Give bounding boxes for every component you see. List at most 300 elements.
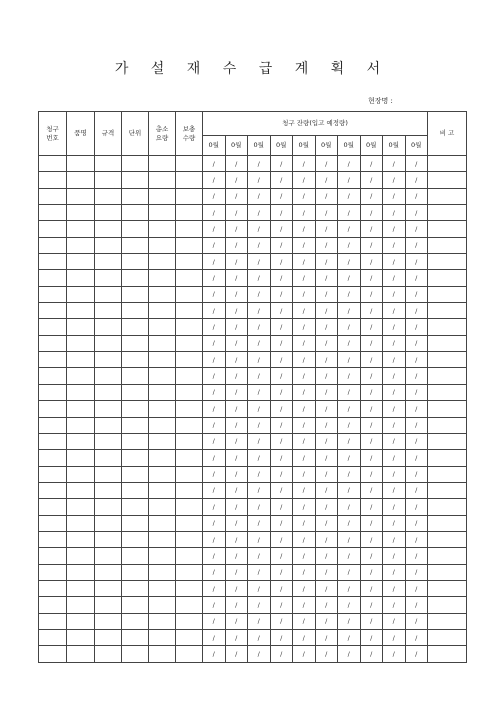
- month-slash-cell[interactable]: /: [338, 286, 361, 302]
- blank-cell[interactable]: [122, 254, 149, 270]
- month-slash-cell[interactable]: /: [270, 286, 293, 302]
- month-slash-cell[interactable]: /: [270, 564, 293, 580]
- month-slash-cell[interactable]: /: [360, 597, 383, 613]
- month-slash-cell[interactable]: /: [225, 646, 248, 662]
- blank-cell[interactable]: [95, 531, 122, 547]
- month-slash-cell[interactable]: /: [405, 237, 428, 253]
- month-slash-cell[interactable]: /: [293, 352, 316, 368]
- month-slash-cell[interactable]: /: [383, 597, 406, 613]
- month-slash-cell[interactable]: /: [315, 172, 338, 188]
- remarks-cell[interactable]: [428, 499, 467, 515]
- blank-cell[interactable]: [176, 254, 203, 270]
- month-slash-cell[interactable]: /: [360, 319, 383, 335]
- remarks-cell[interactable]: [428, 352, 467, 368]
- month-slash-cell[interactable]: /: [248, 564, 271, 580]
- month-slash-cell[interactable]: /: [383, 205, 406, 221]
- blank-cell[interactable]: [122, 270, 149, 286]
- blank-cell[interactable]: [67, 319, 95, 335]
- blank-cell[interactable]: [176, 466, 203, 482]
- blank-cell[interactable]: [39, 335, 67, 351]
- month-slash-cell[interactable]: /: [293, 384, 316, 400]
- month-slash-cell[interactable]: /: [315, 156, 338, 172]
- month-slash-cell[interactable]: /: [383, 417, 406, 433]
- month-slash-cell[interactable]: /: [405, 515, 428, 531]
- month-slash-cell[interactable]: /: [383, 646, 406, 662]
- month-slash-cell[interactable]: /: [203, 450, 226, 466]
- month-slash-cell[interactable]: /: [248, 531, 271, 547]
- month-slash-cell[interactable]: /: [383, 629, 406, 645]
- month-slash-cell[interactable]: /: [360, 629, 383, 645]
- blank-cell[interactable]: [39, 270, 67, 286]
- month-slash-cell[interactable]: /: [248, 286, 271, 302]
- month-slash-cell[interactable]: /: [293, 319, 316, 335]
- blank-cell[interactable]: [176, 270, 203, 286]
- month-slash-cell[interactable]: /: [203, 221, 226, 237]
- month-slash-cell[interactable]: /: [293, 188, 316, 204]
- blank-cell[interactable]: [176, 482, 203, 498]
- month-slash-cell[interactable]: /: [225, 417, 248, 433]
- month-slash-cell[interactable]: /: [203, 303, 226, 319]
- month-slash-cell[interactable]: /: [248, 613, 271, 629]
- blank-cell[interactable]: [176, 597, 203, 613]
- month-slash-cell[interactable]: /: [225, 548, 248, 564]
- blank-cell[interactable]: [39, 368, 67, 384]
- blank-cell[interactable]: [149, 237, 176, 253]
- month-slash-cell[interactable]: /: [383, 221, 406, 237]
- blank-cell[interactable]: [149, 205, 176, 221]
- blank-cell[interactable]: [39, 237, 67, 253]
- blank-cell[interactable]: [67, 384, 95, 400]
- month-slash-cell[interactable]: /: [360, 188, 383, 204]
- month-slash-cell[interactable]: /: [405, 548, 428, 564]
- blank-cell[interactable]: [67, 156, 95, 172]
- month-slash-cell[interactable]: /: [338, 172, 361, 188]
- blank-cell[interactable]: [122, 613, 149, 629]
- month-slash-cell[interactable]: /: [360, 401, 383, 417]
- month-slash-cell[interactable]: /: [383, 564, 406, 580]
- month-slash-cell[interactable]: /: [360, 254, 383, 270]
- month-slash-cell[interactable]: /: [405, 205, 428, 221]
- remarks-cell[interactable]: [428, 564, 467, 580]
- month-slash-cell[interactable]: /: [360, 433, 383, 449]
- blank-cell[interactable]: [95, 417, 122, 433]
- month-slash-cell[interactable]: /: [360, 335, 383, 351]
- month-slash-cell[interactable]: /: [225, 254, 248, 270]
- month-slash-cell[interactable]: /: [315, 237, 338, 253]
- blank-cell[interactable]: [39, 433, 67, 449]
- blank-cell[interactable]: [176, 156, 203, 172]
- month-slash-cell[interactable]: /: [248, 319, 271, 335]
- blank-cell[interactable]: [176, 286, 203, 302]
- month-slash-cell[interactable]: /: [248, 270, 271, 286]
- blank-cell[interactable]: [149, 646, 176, 662]
- month-slash-cell[interactable]: /: [270, 172, 293, 188]
- blank-cell[interactable]: [39, 205, 67, 221]
- month-slash-cell[interactable]: /: [360, 352, 383, 368]
- month-slash-cell[interactable]: /: [248, 646, 271, 662]
- blank-cell[interactable]: [67, 499, 95, 515]
- month-slash-cell[interactable]: /: [293, 270, 316, 286]
- blank-cell[interactable]: [176, 564, 203, 580]
- month-slash-cell[interactable]: /: [293, 237, 316, 253]
- month-slash-cell[interactable]: /: [225, 629, 248, 645]
- month-slash-cell[interactable]: /: [270, 646, 293, 662]
- month-slash-cell[interactable]: /: [270, 580, 293, 596]
- month-slash-cell[interactable]: /: [293, 335, 316, 351]
- blank-cell[interactable]: [67, 531, 95, 547]
- blank-cell[interactable]: [176, 580, 203, 596]
- month-slash-cell[interactable]: /: [225, 352, 248, 368]
- month-slash-cell[interactable]: /: [338, 450, 361, 466]
- month-slash-cell[interactable]: /: [270, 319, 293, 335]
- month-slash-cell[interactable]: /: [405, 531, 428, 547]
- blank-cell[interactable]: [149, 384, 176, 400]
- remarks-cell[interactable]: [428, 368, 467, 384]
- blank-cell[interactable]: [149, 417, 176, 433]
- month-slash-cell[interactable]: /: [338, 433, 361, 449]
- blank-cell[interactable]: [39, 629, 67, 645]
- month-slash-cell[interactable]: /: [293, 417, 316, 433]
- month-slash-cell[interactable]: /: [293, 482, 316, 498]
- month-slash-cell[interactable]: /: [315, 254, 338, 270]
- remarks-cell[interactable]: [428, 433, 467, 449]
- month-slash-cell[interactable]: /: [248, 221, 271, 237]
- month-slash-cell[interactable]: /: [383, 172, 406, 188]
- month-slash-cell[interactable]: /: [315, 319, 338, 335]
- blank-cell[interactable]: [95, 629, 122, 645]
- month-slash-cell[interactable]: /: [405, 450, 428, 466]
- month-slash-cell[interactable]: /: [360, 450, 383, 466]
- month-slash-cell[interactable]: /: [405, 580, 428, 596]
- blank-cell[interactable]: [67, 564, 95, 580]
- month-slash-cell[interactable]: /: [383, 368, 406, 384]
- month-slash-cell[interactable]: /: [405, 319, 428, 335]
- month-slash-cell[interactable]: /: [315, 580, 338, 596]
- month-slash-cell[interactable]: /: [248, 450, 271, 466]
- month-slash-cell[interactable]: /: [405, 629, 428, 645]
- blank-cell[interactable]: [95, 580, 122, 596]
- month-slash-cell[interactable]: /: [270, 384, 293, 400]
- blank-cell[interactable]: [149, 368, 176, 384]
- month-slash-cell[interactable]: /: [203, 482, 226, 498]
- month-slash-cell[interactable]: /: [248, 548, 271, 564]
- blank-cell[interactable]: [122, 548, 149, 564]
- month-slash-cell[interactable]: /: [203, 188, 226, 204]
- blank-cell[interactable]: [39, 286, 67, 302]
- blank-cell[interactable]: [39, 172, 67, 188]
- month-slash-cell[interactable]: /: [248, 629, 271, 645]
- blank-cell[interactable]: [95, 466, 122, 482]
- month-slash-cell[interactable]: /: [225, 613, 248, 629]
- blank-cell[interactable]: [39, 564, 67, 580]
- month-slash-cell[interactable]: /: [293, 156, 316, 172]
- blank-cell[interactable]: [122, 221, 149, 237]
- blank-cell[interactable]: [122, 286, 149, 302]
- month-slash-cell[interactable]: /: [225, 188, 248, 204]
- blank-cell[interactable]: [67, 205, 95, 221]
- month-slash-cell[interactable]: /: [248, 433, 271, 449]
- blank-cell[interactable]: [149, 221, 176, 237]
- blank-cell[interactable]: [39, 384, 67, 400]
- blank-cell[interactable]: [149, 548, 176, 564]
- month-slash-cell[interactable]: /: [270, 368, 293, 384]
- month-slash-cell[interactable]: /: [225, 270, 248, 286]
- blank-cell[interactable]: [95, 401, 122, 417]
- month-slash-cell[interactable]: /: [383, 156, 406, 172]
- month-slash-cell[interactable]: /: [293, 499, 316, 515]
- month-slash-cell[interactable]: /: [338, 352, 361, 368]
- month-slash-cell[interactable]: /: [293, 303, 316, 319]
- blank-cell[interactable]: [67, 172, 95, 188]
- month-slash-cell[interactable]: /: [360, 515, 383, 531]
- month-slash-cell[interactable]: /: [225, 205, 248, 221]
- month-slash-cell[interactable]: /: [360, 172, 383, 188]
- month-slash-cell[interactable]: /: [270, 466, 293, 482]
- month-slash-cell[interactable]: /: [338, 646, 361, 662]
- blank-cell[interactable]: [67, 613, 95, 629]
- month-slash-cell[interactable]: /: [405, 401, 428, 417]
- blank-cell[interactable]: [149, 270, 176, 286]
- month-slash-cell[interactable]: /: [270, 188, 293, 204]
- month-slash-cell[interactable]: /: [248, 352, 271, 368]
- blank-cell[interactable]: [122, 188, 149, 204]
- month-slash-cell[interactable]: /: [203, 270, 226, 286]
- month-slash-cell[interactable]: /: [225, 303, 248, 319]
- month-slash-cell[interactable]: /: [360, 580, 383, 596]
- month-slash-cell[interactable]: /: [248, 303, 271, 319]
- month-slash-cell[interactable]: /: [338, 368, 361, 384]
- blank-cell[interactable]: [122, 629, 149, 645]
- month-slash-cell[interactable]: /: [383, 482, 406, 498]
- month-slash-cell[interactable]: /: [248, 482, 271, 498]
- month-slash-cell[interactable]: /: [338, 254, 361, 270]
- month-slash-cell[interactable]: /: [270, 205, 293, 221]
- blank-cell[interactable]: [95, 156, 122, 172]
- month-slash-cell[interactable]: /: [315, 352, 338, 368]
- remarks-cell[interactable]: [428, 188, 467, 204]
- month-slash-cell[interactable]: /: [360, 531, 383, 547]
- month-slash-cell[interactable]: /: [225, 384, 248, 400]
- blank-cell[interactable]: [149, 156, 176, 172]
- month-slash-cell[interactable]: /: [315, 548, 338, 564]
- blank-cell[interactable]: [67, 286, 95, 302]
- month-slash-cell[interactable]: /: [315, 564, 338, 580]
- blank-cell[interactable]: [67, 270, 95, 286]
- month-slash-cell[interactable]: /: [293, 433, 316, 449]
- month-slash-cell[interactable]: /: [383, 580, 406, 596]
- month-slash-cell[interactable]: /: [293, 466, 316, 482]
- month-slash-cell[interactable]: /: [405, 156, 428, 172]
- month-slash-cell[interactable]: /: [405, 417, 428, 433]
- month-slash-cell[interactable]: /: [225, 482, 248, 498]
- month-slash-cell[interactable]: /: [360, 237, 383, 253]
- month-slash-cell[interactable]: /: [383, 548, 406, 564]
- month-slash-cell[interactable]: /: [293, 548, 316, 564]
- blank-cell[interactable]: [67, 580, 95, 596]
- blank-cell[interactable]: [149, 335, 176, 351]
- month-slash-cell[interactable]: /: [203, 515, 226, 531]
- month-slash-cell[interactable]: /: [203, 499, 226, 515]
- blank-cell[interactable]: [95, 564, 122, 580]
- month-slash-cell[interactable]: /: [383, 237, 406, 253]
- month-slash-cell[interactable]: /: [338, 613, 361, 629]
- month-slash-cell[interactable]: /: [383, 401, 406, 417]
- blank-cell[interactable]: [39, 401, 67, 417]
- month-slash-cell[interactable]: /: [405, 646, 428, 662]
- month-slash-cell[interactable]: /: [225, 450, 248, 466]
- blank-cell[interactable]: [176, 319, 203, 335]
- month-slash-cell[interactable]: /: [293, 531, 316, 547]
- blank-cell[interactable]: [122, 499, 149, 515]
- month-slash-cell[interactable]: /: [293, 205, 316, 221]
- month-slash-cell[interactable]: /: [315, 613, 338, 629]
- month-slash-cell[interactable]: /: [338, 515, 361, 531]
- remarks-cell[interactable]: [428, 417, 467, 433]
- month-slash-cell[interactable]: /: [338, 303, 361, 319]
- month-slash-cell[interactable]: /: [225, 531, 248, 547]
- blank-cell[interactable]: [122, 515, 149, 531]
- month-slash-cell[interactable]: /: [383, 286, 406, 302]
- month-slash-cell[interactable]: /: [248, 254, 271, 270]
- blank-cell[interactable]: [95, 515, 122, 531]
- month-slash-cell[interactable]: /: [405, 384, 428, 400]
- blank-cell[interactable]: [39, 254, 67, 270]
- month-slash-cell[interactable]: /: [270, 482, 293, 498]
- month-slash-cell[interactable]: /: [270, 548, 293, 564]
- blank-cell[interactable]: [122, 335, 149, 351]
- month-slash-cell[interactable]: /: [383, 450, 406, 466]
- month-slash-cell[interactable]: /: [203, 466, 226, 482]
- blank-cell[interactable]: [39, 482, 67, 498]
- month-slash-cell[interactable]: /: [405, 221, 428, 237]
- month-slash-cell[interactable]: /: [405, 613, 428, 629]
- month-slash-cell[interactable]: /: [315, 205, 338, 221]
- blank-cell[interactable]: [149, 433, 176, 449]
- blank-cell[interactable]: [95, 646, 122, 662]
- blank-cell[interactable]: [39, 303, 67, 319]
- blank-cell[interactable]: [67, 352, 95, 368]
- blank-cell[interactable]: [122, 303, 149, 319]
- blank-cell[interactable]: [176, 646, 203, 662]
- month-slash-cell[interactable]: /: [383, 531, 406, 547]
- blank-cell[interactable]: [122, 172, 149, 188]
- blank-cell[interactable]: [67, 188, 95, 204]
- month-slash-cell[interactable]: /: [383, 499, 406, 515]
- month-slash-cell[interactable]: /: [225, 319, 248, 335]
- remarks-cell[interactable]: [428, 580, 467, 596]
- month-slash-cell[interactable]: /: [248, 580, 271, 596]
- blank-cell[interactable]: [95, 499, 122, 515]
- month-slash-cell[interactable]: /: [225, 156, 248, 172]
- month-slash-cell[interactable]: /: [338, 499, 361, 515]
- month-slash-cell[interactable]: /: [293, 580, 316, 596]
- blank-cell[interactable]: [122, 580, 149, 596]
- blank-cell[interactable]: [149, 482, 176, 498]
- month-slash-cell[interactable]: /: [203, 401, 226, 417]
- month-slash-cell[interactable]: /: [383, 303, 406, 319]
- month-slash-cell[interactable]: /: [203, 580, 226, 596]
- blank-cell[interactable]: [39, 221, 67, 237]
- blank-cell[interactable]: [122, 433, 149, 449]
- month-slash-cell[interactable]: /: [315, 368, 338, 384]
- month-slash-cell[interactable]: /: [338, 564, 361, 580]
- blank-cell[interactable]: [149, 580, 176, 596]
- blank-cell[interactable]: [176, 515, 203, 531]
- blank-cell[interactable]: [176, 433, 203, 449]
- blank-cell[interactable]: [39, 613, 67, 629]
- remarks-cell[interactable]: [428, 531, 467, 547]
- remarks-cell[interactable]: [428, 319, 467, 335]
- blank-cell[interactable]: [149, 629, 176, 645]
- month-slash-cell[interactable]: /: [203, 286, 226, 302]
- blank-cell[interactable]: [149, 466, 176, 482]
- month-slash-cell[interactable]: /: [225, 172, 248, 188]
- month-slash-cell[interactable]: /: [360, 205, 383, 221]
- month-slash-cell[interactable]: /: [248, 384, 271, 400]
- month-slash-cell[interactable]: /: [270, 531, 293, 547]
- blank-cell[interactable]: [176, 629, 203, 645]
- month-slash-cell[interactable]: /: [270, 433, 293, 449]
- blank-cell[interactable]: [39, 417, 67, 433]
- month-slash-cell[interactable]: /: [248, 368, 271, 384]
- month-slash-cell[interactable]: /: [383, 384, 406, 400]
- blank-cell[interactable]: [67, 548, 95, 564]
- month-slash-cell[interactable]: /: [270, 613, 293, 629]
- blank-cell[interactable]: [176, 613, 203, 629]
- blank-cell[interactable]: [176, 303, 203, 319]
- month-slash-cell[interactable]: /: [383, 352, 406, 368]
- remarks-cell[interactable]: [428, 286, 467, 302]
- blank-cell[interactable]: [67, 433, 95, 449]
- month-slash-cell[interactable]: /: [248, 401, 271, 417]
- blank-cell[interactable]: [95, 548, 122, 564]
- month-slash-cell[interactable]: /: [383, 188, 406, 204]
- month-slash-cell[interactable]: /: [270, 156, 293, 172]
- month-slash-cell[interactable]: /: [315, 188, 338, 204]
- blank-cell[interactable]: [122, 466, 149, 482]
- month-slash-cell[interactable]: /: [338, 482, 361, 498]
- month-slash-cell[interactable]: /: [405, 499, 428, 515]
- month-slash-cell[interactable]: /: [315, 597, 338, 613]
- month-slash-cell[interactable]: /: [315, 286, 338, 302]
- blank-cell[interactable]: [122, 531, 149, 547]
- month-slash-cell[interactable]: /: [293, 254, 316, 270]
- blank-cell[interactable]: [176, 499, 203, 515]
- month-slash-cell[interactable]: /: [203, 384, 226, 400]
- month-slash-cell[interactable]: /: [315, 417, 338, 433]
- blank-cell[interactable]: [67, 515, 95, 531]
- blank-cell[interactable]: [39, 531, 67, 547]
- month-slash-cell[interactable]: /: [270, 352, 293, 368]
- month-slash-cell[interactable]: /: [203, 646, 226, 662]
- month-slash-cell[interactable]: /: [338, 597, 361, 613]
- month-slash-cell[interactable]: /: [248, 188, 271, 204]
- month-slash-cell[interactable]: /: [203, 417, 226, 433]
- blank-cell[interactable]: [67, 417, 95, 433]
- blank-cell[interactable]: [67, 368, 95, 384]
- month-slash-cell[interactable]: /: [293, 401, 316, 417]
- month-slash-cell[interactable]: /: [225, 515, 248, 531]
- remarks-cell[interactable]: [428, 237, 467, 253]
- month-slash-cell[interactable]: /: [383, 613, 406, 629]
- blank-cell[interactable]: [95, 172, 122, 188]
- month-slash-cell[interactable]: /: [360, 482, 383, 498]
- blank-cell[interactable]: [39, 156, 67, 172]
- month-slash-cell[interactable]: /: [203, 335, 226, 351]
- month-slash-cell[interactable]: /: [405, 433, 428, 449]
- month-slash-cell[interactable]: /: [293, 515, 316, 531]
- month-slash-cell[interactable]: /: [360, 384, 383, 400]
